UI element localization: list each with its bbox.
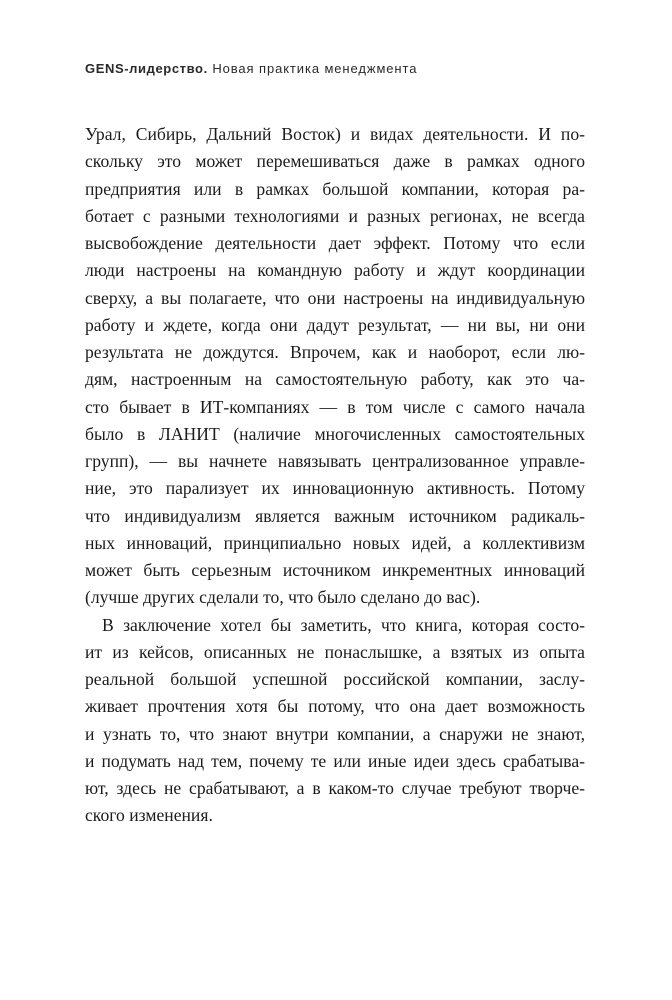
running-head (85, 61, 417, 76)
text-line: ют, здесь не срабатывают, а в каком-то случае требуют творче- (85, 778, 585, 798)
text-line: групп), — вы начнете навязывать централизованное управле- (85, 451, 585, 471)
text-line: результата не дождутся. Впрочем, как и наоборот, если лю- (85, 342, 585, 362)
page-body (85, 121, 585, 830)
book-title-bold: GENS-лидерство. (85, 61, 208, 76)
text-line: В заключение хотел бы заметить, что книга, которая состо- (102, 614, 585, 635)
text-line: и подумать над тем, почему те или иные идеи здесь срабатыва- (85, 750, 585, 771)
text-line: высвобождение деятельности дает эффект. Потому что если (85, 233, 585, 253)
text-line: дям, настроенным на самостоятельную работу, как это ча- (85, 369, 585, 390)
paragraph-2 (85, 612, 585, 830)
text-line: скольку это может перемешиваться даже в рамках одного (85, 151, 585, 172)
text-line: ит из кейсов, описанных не понаслышке, а взятых из опыта (85, 641, 585, 662)
text-line: предприятия или в рамках большой компании, которая ра- (85, 178, 585, 199)
text-line: живает прочтения хотя бы потому, что она дает возможность (85, 696, 585, 717)
text-line: сто бывает в ИТ-компаниях — в том числе с самого начала (85, 396, 585, 417)
text-line: Урал, Сибирь, Дальний Восток) и видах деятельности. И по- (85, 124, 585, 144)
book-title-subtitle: Новая практика менеджмента (212, 61, 418, 76)
text-line: ского изменения. (85, 805, 213, 826)
text-line: (лучше других сделали то, что было сделано до вас). (85, 587, 481, 608)
text-line: ных инноваций, принципиально новых идей, а коллективизм (85, 532, 585, 553)
text-line: что индивидуализм является важным источником радикаль- (85, 505, 585, 526)
text-line: было в ЛАНИТ (наличие многочисленных самостоятельных (85, 423, 585, 444)
text-line: может быть серьезным источником инкрементных инноваций (85, 560, 585, 580)
text-line: и узнать то, что знают внутри компании, а снаружи не знают, (85, 723, 585, 744)
paragraph-1 (85, 121, 585, 612)
text-line: сверху, а вы полагаете, что они настроены на индивидуальную (85, 287, 585, 308)
text-line: работу и ждете, когда они дадут результат, — ни вы, ни они (85, 314, 585, 335)
text-line: реальной большой успешной российской компании, заслу- (85, 669, 585, 689)
text-line: люди настроены на командную работу и ждут координации (85, 260, 585, 281)
text-line: ние, это парализует их инновационную активность. Потому (85, 478, 585, 499)
text-line: ботает с разными технологиями и разных регионах, не всегда (85, 205, 585, 226)
